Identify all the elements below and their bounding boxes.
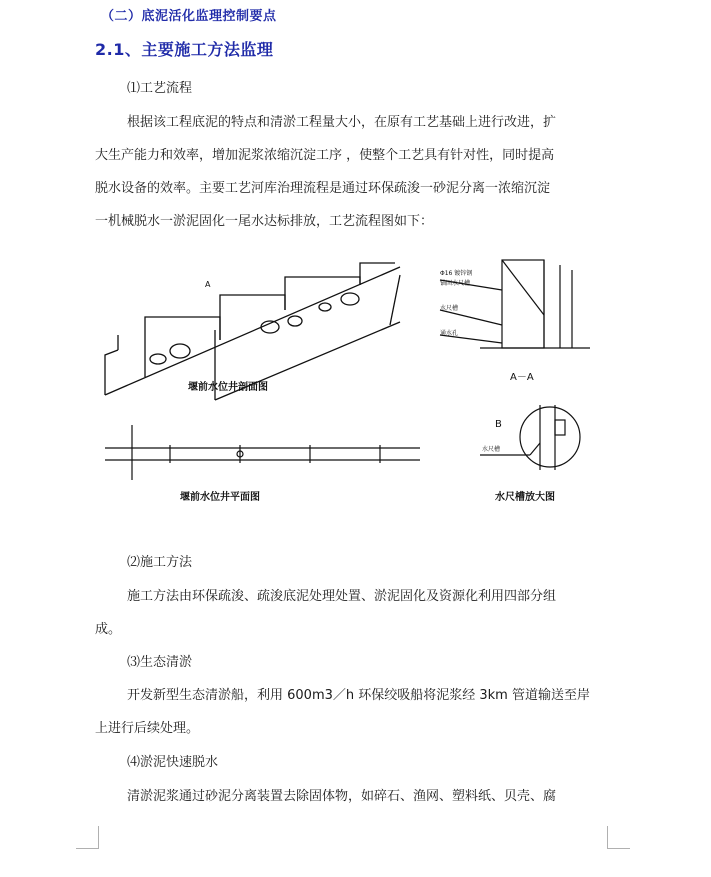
paragraph-title-ecological-dredging: ⑶生态清淤 bbox=[127, 655, 193, 670]
detail-label-gauge-slot: 水尺槽 bbox=[482, 446, 501, 453]
section-view-drawing bbox=[105, 263, 400, 400]
paragraph-line: 开发新型生态清淤船，利用 600m3／h 环保绞吸船将泥浆经 3km 管道输送至岸 bbox=[127, 688, 590, 703]
paragraph-title-method: ⑵施工方法 bbox=[127, 555, 193, 570]
paragraph-line: 上进行后续处理。 bbox=[95, 721, 200, 736]
aa-label-rebar: Φ16 镀锌钢 bbox=[440, 270, 473, 277]
paragraph-line: 一机械脱水一淤泥固化一尾水达标排放，工艺流程图如下： bbox=[95, 214, 434, 229]
aa-label-gauge-slot: 水尺槽 bbox=[440, 305, 459, 312]
label-a: A bbox=[205, 280, 211, 289]
section-heading: 2.1、主要施工方法监理 bbox=[95, 40, 274, 59]
plan-view-drawing bbox=[105, 425, 420, 480]
caption-detail-view: 水尺槽放大图 bbox=[495, 492, 555, 503]
caption-plan-view: 堰前水位井平面图 bbox=[180, 492, 260, 503]
aa-label-anchor: 锚固水尺槽 bbox=[440, 280, 471, 287]
paragraph-line: 成。 bbox=[95, 622, 122, 637]
paragraph-title-dewatering: ⑷淤泥快速脱水 bbox=[127, 755, 219, 770]
page-corner-mark-left bbox=[76, 826, 99, 849]
process-flow-figure bbox=[100, 255, 620, 520]
paragraph-line: 清淤泥浆通过砂泥分离装置去除固体物，如碎石、渔网、塑料纸、贝壳、腐 bbox=[127, 789, 557, 804]
paragraph-title-process: ⑴工艺流程 bbox=[127, 81, 193, 96]
caption-section-view: 堰前水位井剖面图 bbox=[188, 382, 268, 393]
paragraph-line: 施工方法由环保疏浚、疏浚底泥处理处置、淤泥固化及资源化利用四部分组 bbox=[127, 589, 557, 604]
page-corner-mark-right bbox=[607, 826, 630, 849]
detail-view-drawing bbox=[480, 405, 580, 470]
caption-aa-view: A－A bbox=[510, 372, 534, 383]
aa-label-water-hole: 通水孔 bbox=[440, 330, 459, 337]
paragraph-line: 根据该工程底泥的特点和清淤工程量大小，在原有工艺基础上进行改进，扩 bbox=[127, 115, 557, 130]
paragraph-line: 大生产能力和效率，增加泥浆浓缩沉淀工序 ，使整个工艺具有针对性，同时提高 bbox=[95, 148, 555, 163]
paragraph-line: 脱水设备的效率。主要工艺河库治理流程是通过环保疏浚一砂泥分离一浓缩沉淀 bbox=[95, 181, 551, 196]
label-b: B bbox=[495, 419, 502, 430]
section-subheading: （二）底泥活化监理控制要点 bbox=[101, 9, 277, 24]
